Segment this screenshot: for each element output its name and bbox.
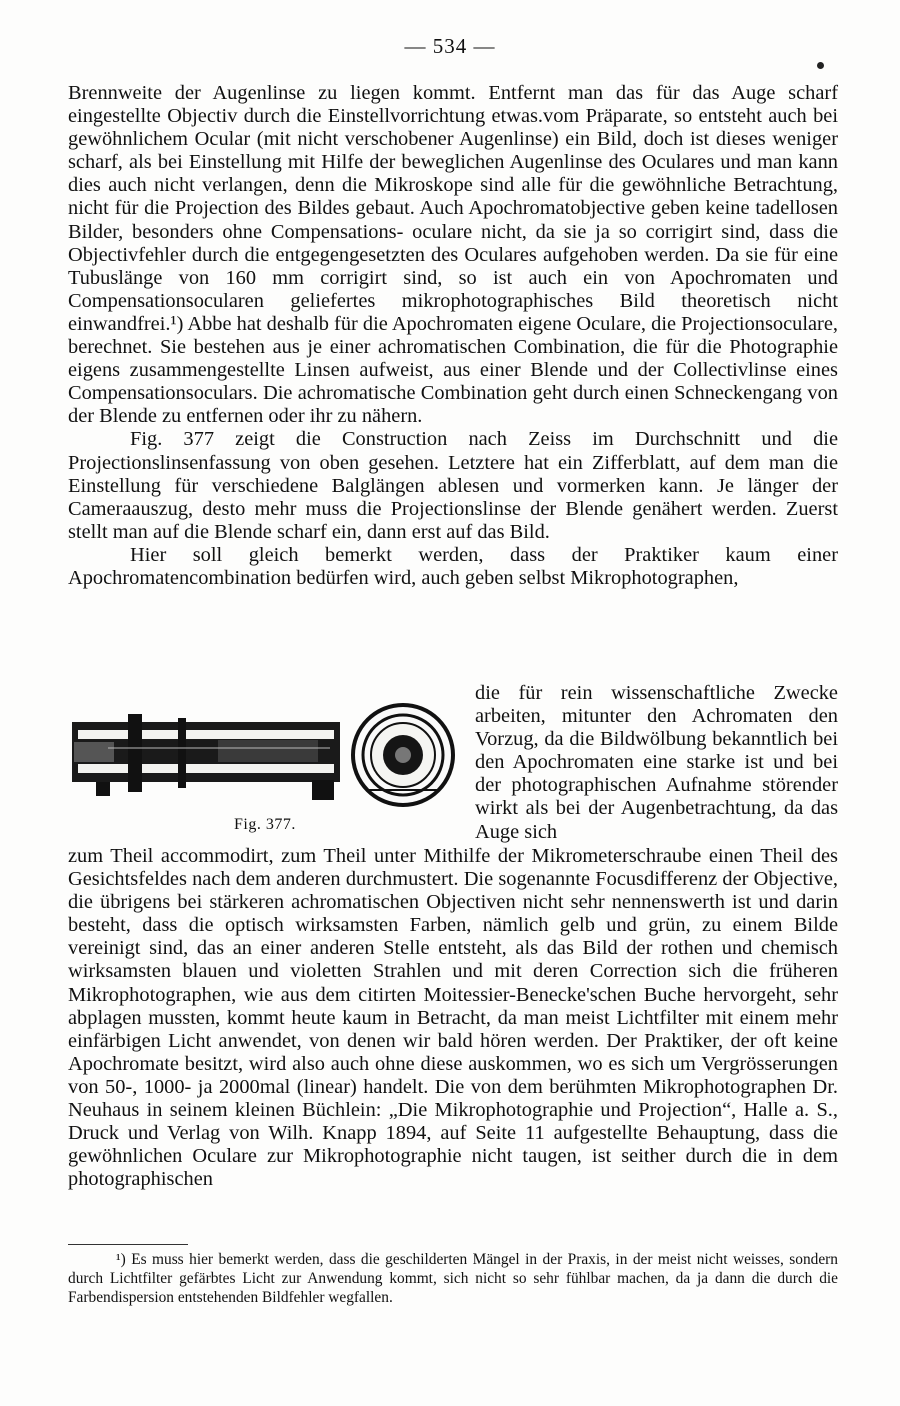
figure-caption: Fig. 377. <box>234 816 296 833</box>
paragraph: Hier soll gleich bemerkt werden, dass der Praktiker kaum einer Apochromatencombination bedürfen wird, auch geben selbst Mikrophotographen, <box>68 543 838 589</box>
bottom-text-block: zum Theil accommodirt, zum Theil unter Mithilfe der Mikrometerschraube einen Theil des Gesichtsfeldes nach dem anderen durchmustert. Die sogenannte Focusdifferenz der Objective, die übrigens bei stärkeren achromatischen Objectiven nicht sehr nennenswerth ist und darin besteht, dass die optisch wirksamsten Farben, nämlich gelb und grün, zu einem Bilde vereinigt sind, das an einer anderen Stelle entsteht, als das Bild der rothen und chemisch wirksamsten blauen und violetten Strahlen und mit deren Correction sich die früheren Mikrophotographen, wie aus dem citirten Moitessier-Benecke'schen Buche hervorgeht, sehr abplagen mussten, kommt heute kaum in Betracht, da man meist Lichtfilter mit einem mehr einfärbigen Licht anwendet, von denen wir bald hören werden. Der Praktiker, der oft keine Apochromate besitzt, wird also auch ohne diese auskommen, wo es sich um Vergrösserungen von 50-, 1000- ja 2000mal (linear) handelt. Die von dem berühmten Mikrophotographen Dr. Neuhaus in seinem kleinen Büchlein: „Die Mikrophotographie und Projection“, Halle a. S., Druck und Verlag von Wilh. Knapp 1894, auf Seite 11 aufgestellte Behauptung, dass die gewöhnlichen Oculare zur Mikrophotographie nicht taugen, ist seither durch die in dem photographischen <box>68 845 838 1191</box>
paragraph: Fig. 377 zeigt die Construction nach Zeiss im Durchschnitt und die Projectionslinsenfassung von oben gesehen. Letztere hat ein Zifferblatt, auf dem man die Einstellung für verschiedene Balglängen ablesen und vormerken kann. Je länger der Cameraauszug, desto mehr muss die Projectionslinse der Blende genähert werden. Zuerst stellt man auf die Blende scharf ein, dann erst auf das Bild. <box>68 428 838 543</box>
footnote <box>68 1250 838 1308</box>
footnote-rule <box>68 1244 188 1245</box>
paragraph: Brennweite der Augenlinse zu liegen kommt. Entfernt man das für das Auge scharf eingestellte Objectiv durch die Einstellvorrichtung etwas.vom Präparate, so entsteht auch bei gewöhnlichem Ocular (mit nicht verschobener Augenlinse) ein Bild, doch ist dieses weniger scharf, als bei Einstellung mit Hilfe der beweglichen Augenlinse des Oculares und man kann dies auch nicht verlangen, denn die Mikroskope sind alle für die gewöhnliche Betrachtung, nicht für die Projection des Bildes gebaut. Auch Apochromatobjective geben keine tadellosen Bilder, besonders ohne Compensations- oculare nicht, da sie ja so corrigirt sind, dass die Objectivfehler durch die entgegengesetzten des Oculares aufgehoben werden. Da sie für eine Tubuslänge von 160 mm corrigirt sind, so ist auch ein von Apochromaten und Compensationsocularen geliefertes mikrophotographisches Bild theoretisch nicht einwandfrei.¹) Abbe hat deshalb für die Apochromaten eigene Oculare, die Projectionsoculare, berechnet. Sie bestehen aus je einer achromatischen Combination, die für die Photographie eigens zusammengestellte Linsen aufweist, aus einer Blende und der Collectivlinse eines Compensationsoculars. Die achromatische Combination geht durch einen Schneckengang von der Blende zu entfernen oder ihr zu nähern. <box>68 82 838 428</box>
top-text-block <box>68 82 838 590</box>
ocular-cross-section <box>72 714 340 800</box>
page-number: — 534 — <box>404 34 496 58</box>
text-beside-figure: die für rein wissenschaftliche Zwecke arbeiten, mitunter den Achromaten den Vorzug, da die Bildwölbung bekanntlich bei den Apochromaten eine starke ist und bei der photographischen Aufnahme störender wirkt als bei der Augenbetrachtung, da das Auge sich <box>475 682 838 843</box>
ink-speck <box>817 62 824 69</box>
dial-top-view <box>353 705 453 805</box>
footnote-text: ¹) Es muss hier bemerkt werden, dass die geschilderten Mängel in der Praxis, in der meist nicht weisses, sondern durch Lichtfilter gefärbtes Licht zur Anwendung kommt, sich nicht so sehr fühlbar machen, da ja dann die durch die Farbendispersion entstehenden Bildfehler wegfallen. <box>68 1251 838 1307</box>
